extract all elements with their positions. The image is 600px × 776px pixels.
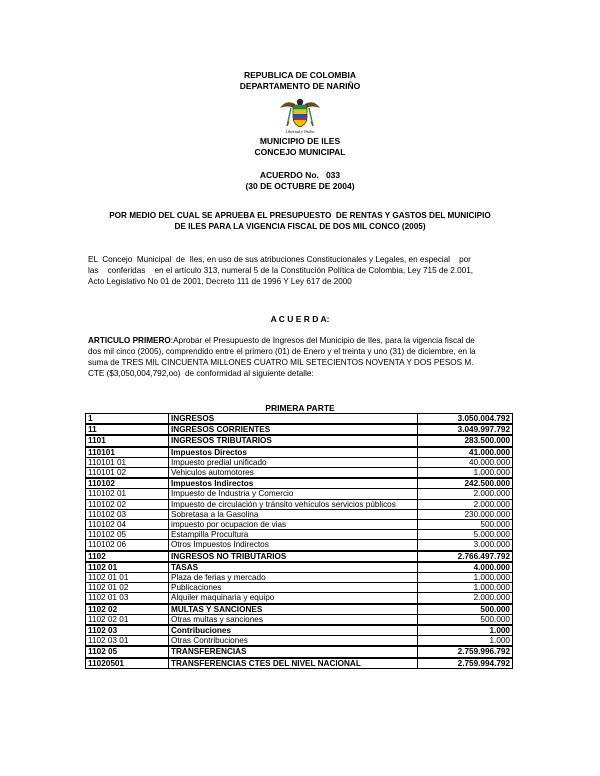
table-row	[86, 604, 513, 615]
table-row	[86, 646, 513, 657]
table-row	[86, 447, 513, 458]
code-cell: 110101 02	[86, 468, 169, 479]
value-cell: 1.000.000	[418, 583, 513, 593]
value-cell: 2.759.996.792	[418, 646, 513, 657]
table-row	[86, 457, 513, 467]
value-cell: 1.000.000	[418, 573, 513, 583]
value-cell: 283.500.000	[418, 435, 513, 446]
value-cell: 4.000.000	[418, 562, 513, 573]
code-cell: 1102	[86, 551, 169, 562]
name-cell: impuesto por ocupacion de vias	[169, 520, 418, 530]
table-row	[86, 625, 513, 636]
acuerda-heading: A C U E R D A:	[270, 314, 330, 324]
code-cell: 1101	[86, 435, 169, 446]
value-cell: 5.000.000	[418, 530, 513, 540]
preamble-line-2: las conferidas en el artículo 313, numeral 5 de la Constitución Política de Colombia, Ley 715 de 2.001,	[88, 266, 474, 275]
code-cell: 1102 02	[86, 604, 169, 615]
code-cell: 110102 02	[86, 499, 169, 509]
table-row	[86, 530, 513, 540]
name-cell: Impuesto predial unificado	[169, 457, 418, 467]
name-cell: Impuestos Indirectos	[169, 478, 418, 489]
name-cell: INGRESOS TRIBUTARIOS	[169, 435, 418, 446]
preamble-line-1: EL Concejo Municipal de Iles, en uso de sus atribuciones Constitucionales y Legales, en especial por	[88, 255, 471, 264]
name-cell: Impuestos Directos	[169, 447, 418, 458]
code-cell: 110102	[86, 478, 169, 489]
article-line-2: dos mil cinco (2005), comprendido entre el primero (01) de Enero y el treinta y uno (31) de diciembre, en la	[88, 347, 476, 356]
country-heading: REPUBLICA DE COLOMBIA	[243, 70, 357, 80]
code-cell: 110101 01	[86, 457, 169, 467]
table-title: PRIMERA PARTE	[265, 403, 335, 413]
name-cell: MULTAS Y SANCIONES	[169, 604, 418, 615]
table-row	[86, 414, 513, 425]
table-row	[86, 636, 513, 647]
code-cell: 1102 05	[86, 646, 169, 657]
table-row	[86, 551, 513, 562]
name-cell: INGRESOS	[169, 414, 418, 425]
value-cell: 500.000	[418, 614, 513, 625]
code-cell: 110102 03	[86, 509, 169, 519]
article-line-3: suma de TRES MIL CINCUENTA MILLONES CUATRO MIL SETECIENTOS NOVENTA Y DOS PESOS M.	[88, 358, 474, 367]
subject-line-1: POR MEDIO DEL CUAL SE APRUEBA EL PRESUPUESTO DE RENTAS Y GASTOS DEL MUNICIPIO	[109, 211, 491, 220]
article-line-1: :Aprobar el Presupuesto de Ingresos del Municipio de Iles, para la vigencia fiscal de	[170, 336, 475, 345]
code-cell: 1102 01	[86, 562, 169, 573]
name-cell: INGRESOS NO TRIBUTARIOS	[169, 551, 418, 562]
code-cell: 110102 05	[86, 530, 169, 540]
table-row	[86, 520, 513, 530]
value-cell: 230.000.000	[418, 509, 513, 519]
table-row	[86, 573, 513, 583]
department-heading: DEPARTAMENTO DE NARIÑO	[239, 81, 361, 91]
name-cell: Contribuciones	[169, 625, 418, 636]
table-row	[86, 468, 513, 479]
code-cell: 1102 02 01	[86, 614, 169, 625]
value-cell: 3.049.997.792	[418, 424, 513, 435]
preamble-line-3: Acto Legislativo No 01 de 2001, Decreto 111 de 1996 Y Ley 617 de 2000	[88, 277, 352, 286]
code-cell: 110102 06	[86, 540, 169, 551]
value-cell: 500.000	[418, 604, 513, 615]
article-line-4: CTE ($3,050,004,792,oo) de conformidad al siguiente detalle:	[88, 369, 314, 378]
value-cell: 2.000.000	[418, 499, 513, 509]
table-row	[86, 509, 513, 519]
value-cell: 1.000	[418, 625, 513, 636]
code-cell: 110102 04	[86, 520, 169, 530]
value-cell: 2.759.994.792	[418, 658, 513, 669]
agreement-date: (30 DE OCTUBRE DE 2004)	[245, 181, 355, 191]
code-cell: 1	[86, 414, 169, 425]
name-cell: TRANSFERENCIAS	[169, 646, 418, 657]
value-cell: 2.000.000	[418, 593, 513, 604]
code-cell: 110101	[86, 447, 169, 458]
crest-motto: Libertad y Orden	[285, 129, 315, 134]
council-heading: CONCEJO MUNICIPAL	[254, 147, 346, 157]
coat-of-arms-icon	[277, 96, 323, 134]
name-cell: Impuesto de circulación y tránsito vehículos servicios públicos	[169, 499, 418, 509]
table-row	[86, 614, 513, 625]
article-label: ARTICULO PRIMERO	[88, 336, 171, 345]
name-cell: Estampilla Procultura	[169, 530, 418, 540]
table-row	[86, 583, 513, 593]
value-cell: 2.000.000	[418, 489, 513, 499]
value-cell: 500.000	[418, 520, 513, 530]
table-row	[86, 478, 513, 489]
code-cell: 1102 03 01	[86, 636, 169, 647]
table-row	[86, 593, 513, 604]
preamble	[88, 254, 512, 287]
table-row	[86, 540, 513, 551]
municipality-heading: MUNICIPIO DE ILES	[259, 136, 341, 146]
name-cell: Publicaciones	[169, 583, 418, 593]
name-cell: Sobretasa a la Gasolina	[169, 509, 418, 519]
name-cell: Impuesto de Industria y Comercio	[169, 489, 418, 499]
name-cell: TASAS	[169, 562, 418, 573]
name-cell: TRANSFERENCIAS CTES DEL NIVEL NACIONAL	[169, 658, 418, 669]
name-cell: Vehiculos automotores	[169, 468, 418, 479]
subject-line-2: DE ILES PARA LA VIGENCIA FISCAL DE DOS MIL CONCO (2005)	[174, 222, 426, 231]
name-cell: Plaza de ferias y mercado	[169, 573, 418, 583]
code-cell: 110102 01	[86, 489, 169, 499]
code-cell: 1102 01 01	[86, 573, 169, 583]
table-row	[86, 658, 513, 669]
table-row	[86, 435, 513, 446]
code-cell: 11020501	[86, 658, 169, 669]
name-cell: Otras multas y sanciones	[169, 614, 418, 625]
name-cell: Alquiler maquinaria y equipo	[169, 593, 418, 604]
value-cell: 2.766.497.792	[418, 551, 513, 562]
table-row	[86, 424, 513, 435]
value-cell: 3.000.000	[418, 540, 513, 551]
name-cell: Otros Impuestos Indirectos	[169, 540, 418, 551]
value-cell: 1.000.000	[418, 468, 513, 479]
value-cell: 1.000	[418, 636, 513, 647]
code-cell: 11	[86, 424, 169, 435]
name-cell: INGRESOS CORRIENTES	[169, 424, 418, 435]
name-cell: Otras Contribuciones	[169, 636, 418, 647]
budget-table	[85, 413, 513, 669]
value-cell: 242.500.000	[418, 478, 513, 489]
value-cell: 41.000.000	[418, 447, 513, 458]
value-cell: 3.050.004.792	[418, 414, 513, 425]
table-row	[86, 562, 513, 573]
value-cell: 40.000.000	[418, 457, 513, 467]
article-first	[88, 335, 512, 379]
table-row	[86, 489, 513, 499]
code-cell: 1102 01 02	[86, 583, 169, 593]
code-cell: 1102 03	[86, 625, 169, 636]
table-row	[86, 499, 513, 509]
agreement-number: ACUERDO No. 033	[259, 170, 341, 180]
code-cell: 1102 01 03	[86, 593, 169, 604]
